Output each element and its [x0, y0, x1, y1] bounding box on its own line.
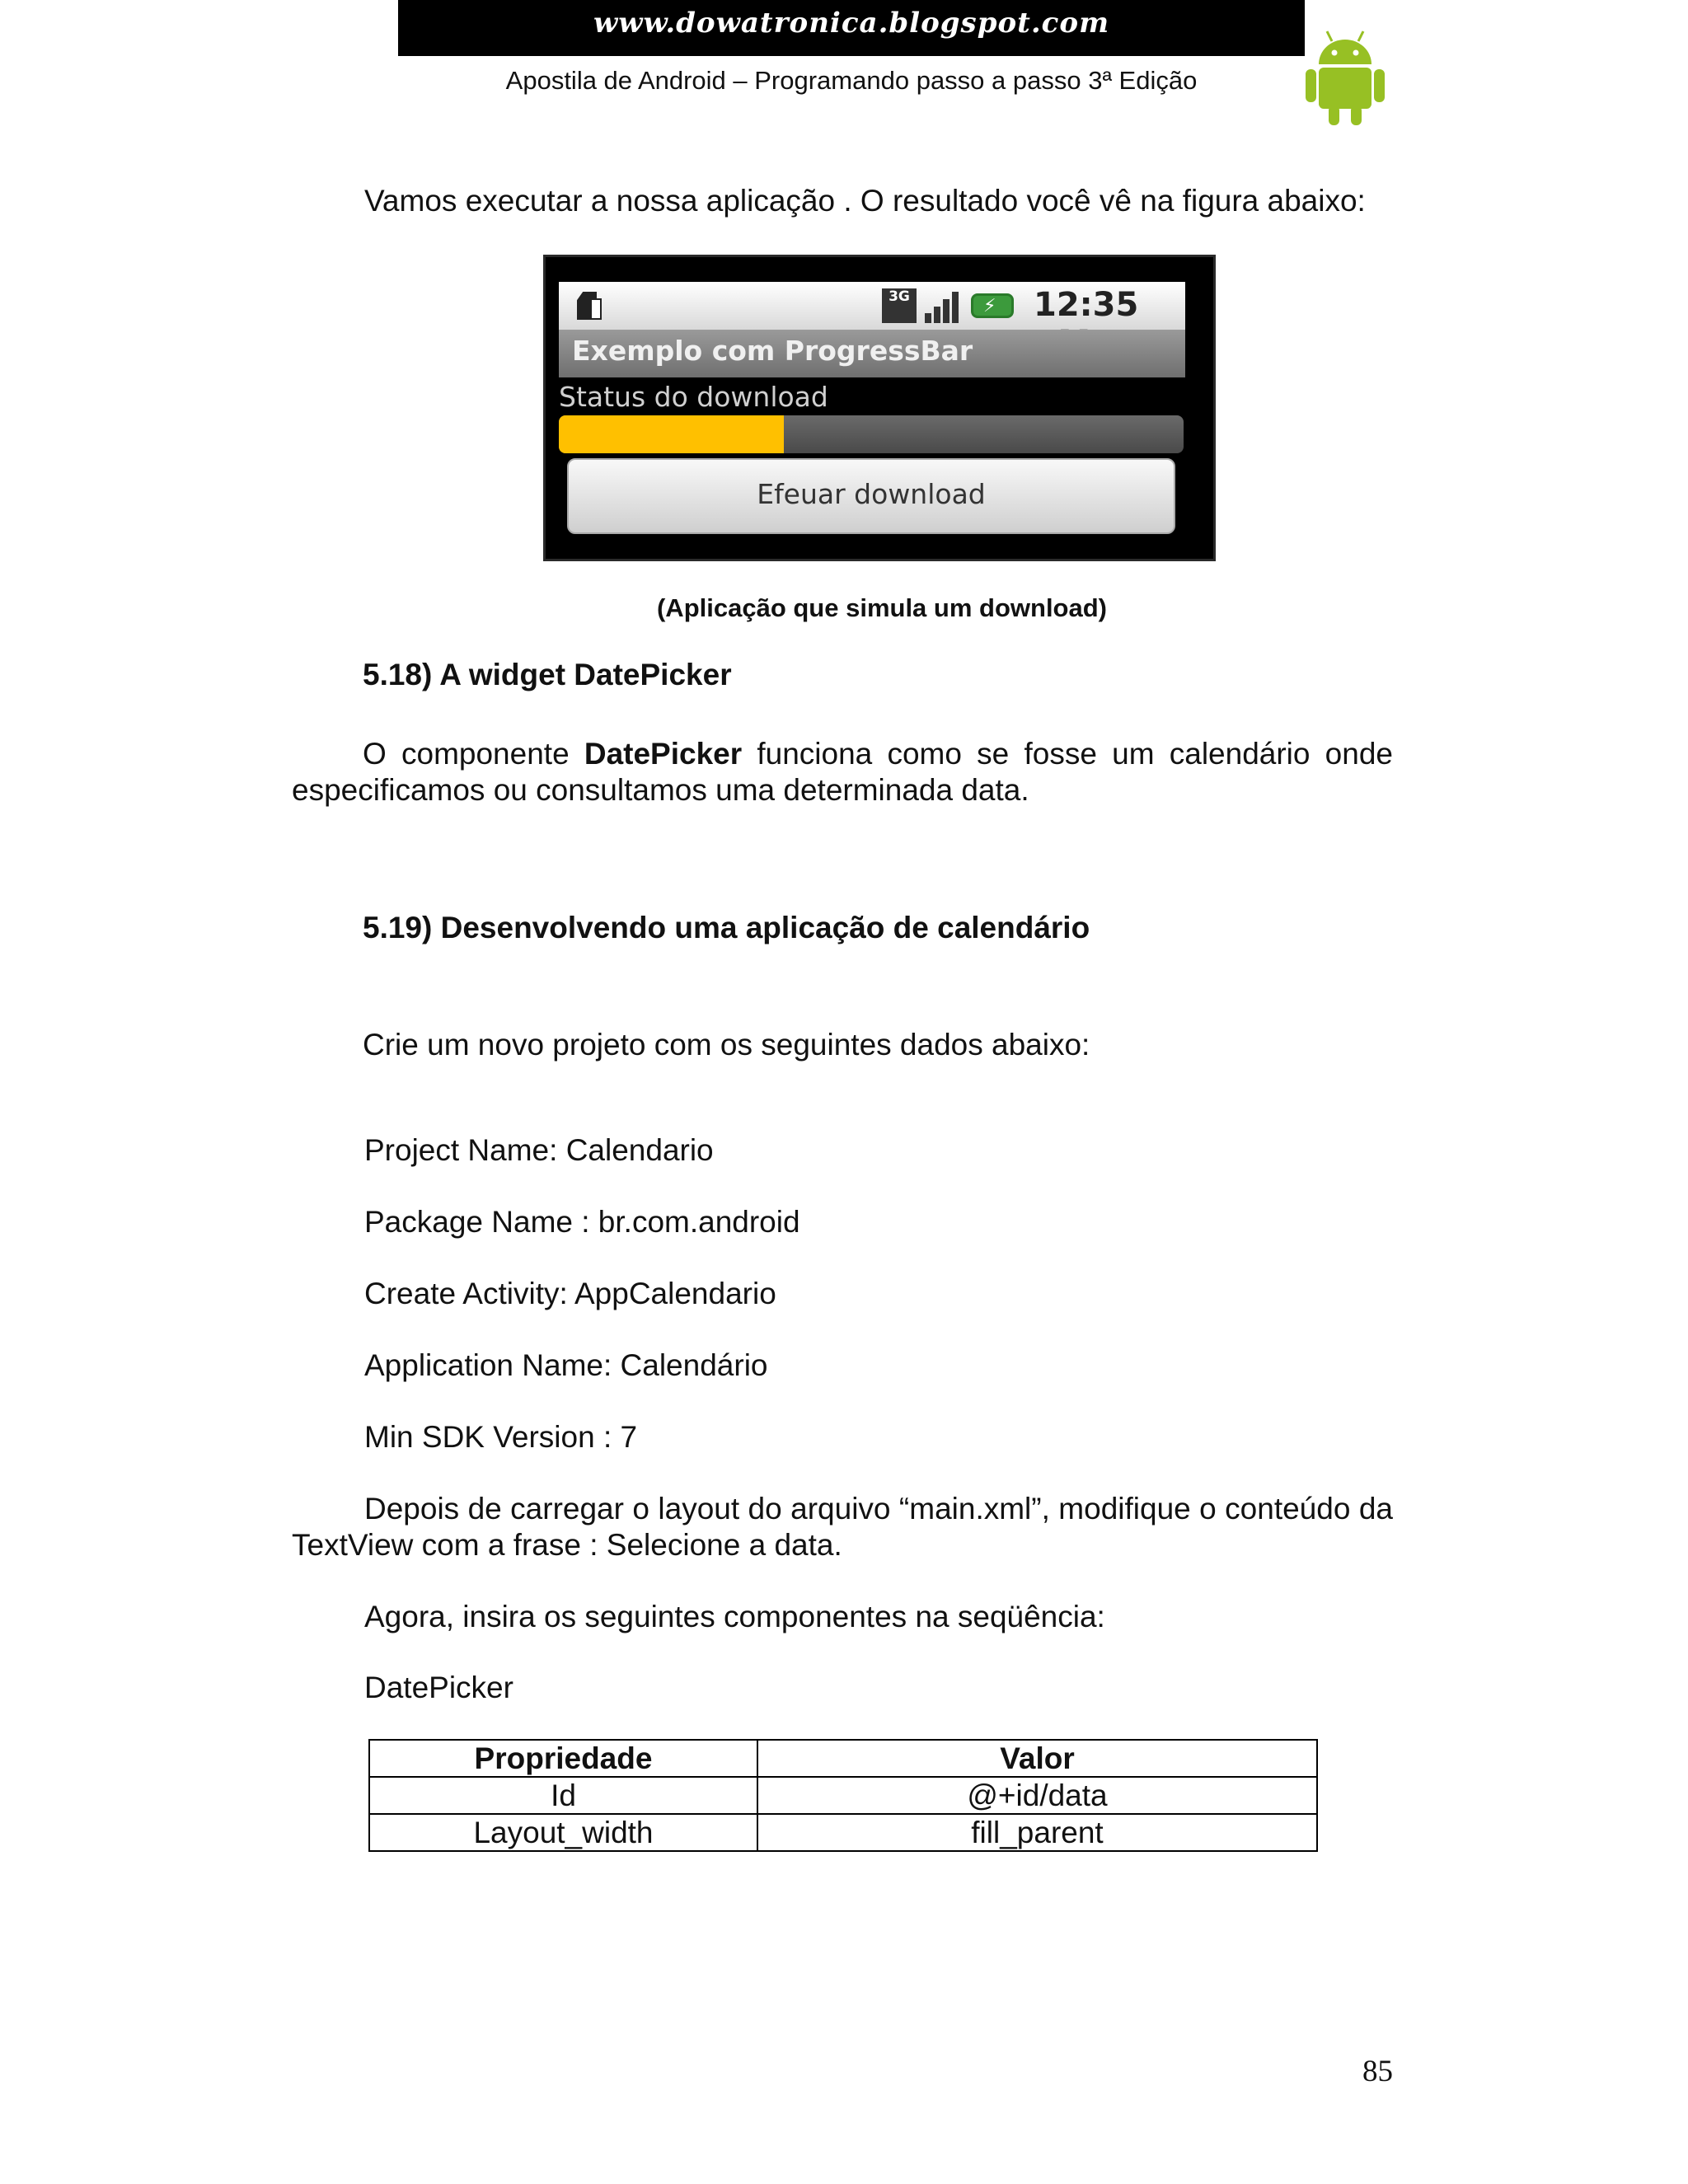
section-518-paragraph	[292, 736, 1393, 808]
header-banner-text: www.dowatronica.blogspot.com	[593, 7, 1110, 40]
page-number: 85	[1362, 2055, 1393, 2088]
download-button-label: Efeuar download	[757, 478, 986, 510]
table-row	[369, 1777, 1317, 1814]
battery-charging-icon: ⚡	[971, 293, 1014, 318]
progress-fill	[559, 415, 784, 453]
table-cell: Id	[369, 1777, 757, 1814]
table-cell: @+id/data	[757, 1777, 1317, 1814]
status-bar-clock: 12:35	[1034, 286, 1139, 324]
table-cell: Layout_width	[369, 1814, 757, 1851]
project-field: Create Activity: AppCalendario	[364, 1277, 776, 1310]
project-field: Package Name : br.com.android	[364, 1205, 800, 1239]
phone-screenshot	[543, 255, 1216, 561]
section-519-heading: 5.19) Desenvolvendo uma aplicação de calendário	[363, 911, 1090, 944]
table-row	[369, 1814, 1317, 1851]
paragraph-text: funciona como se fosse um calendário onde especificamos ou consultamos uma determinada data.	[292, 737, 1393, 807]
paragraph-text: O componente	[363, 737, 584, 771]
column-header: Valor	[757, 1740, 1317, 1777]
project-field: Application Name: Calendário	[364, 1348, 768, 1382]
app-title-bar	[559, 330, 1185, 377]
table-header-row	[369, 1740, 1317, 1777]
insert-paragraph: Agora, insira os seguintes componentes na seqüência:	[364, 1600, 1105, 1633]
download-status-label: Status do download	[559, 381, 828, 413]
figure-caption: (Aplicação que simula um download)	[656, 593, 1107, 622]
intro-text: Vamos executar a nossa aplicação . O resultado você vê na figura abaixo:	[364, 184, 1366, 218]
properties-table	[368, 1739, 1318, 1852]
app-title: Exemplo com ProgressBar	[572, 335, 973, 367]
layout-paragraph: Depois de carregar o layout do arquivo “main.xml”, modifique o conteúdo da TextView com a frase : Selecione a data.	[292, 1492, 1393, 1562]
download-button[interactable]	[567, 458, 1175, 534]
section-518-heading: 5.18) A widget DatePicker	[363, 658, 732, 691]
android-robot-icon	[1302, 26, 1388, 127]
component-name: DatePicker	[364, 1671, 513, 1704]
table-cell: fill_parent	[757, 1814, 1317, 1851]
section-519-intro: Crie um novo projeto com os seguintes dados abaixo:	[363, 1028, 1090, 1062]
project-field: Project Name: Calendario	[364, 1133, 714, 1167]
warning-icon	[590, 298, 602, 320]
column-header: Propriedade	[369, 1740, 757, 1777]
datepicker-term: DatePicker	[584, 737, 743, 771]
header-subtitle: Apostila de Android – Programando passo a passo 3ª Edição	[505, 66, 1198, 95]
network-3g-icon: 3G	[882, 288, 917, 323]
download-progress-bar	[559, 415, 1184, 453]
signal-strength-icon	[923, 288, 963, 323]
status-bar	[559, 282, 1185, 330]
project-field: Min SDK Version : 7	[364, 1420, 638, 1454]
